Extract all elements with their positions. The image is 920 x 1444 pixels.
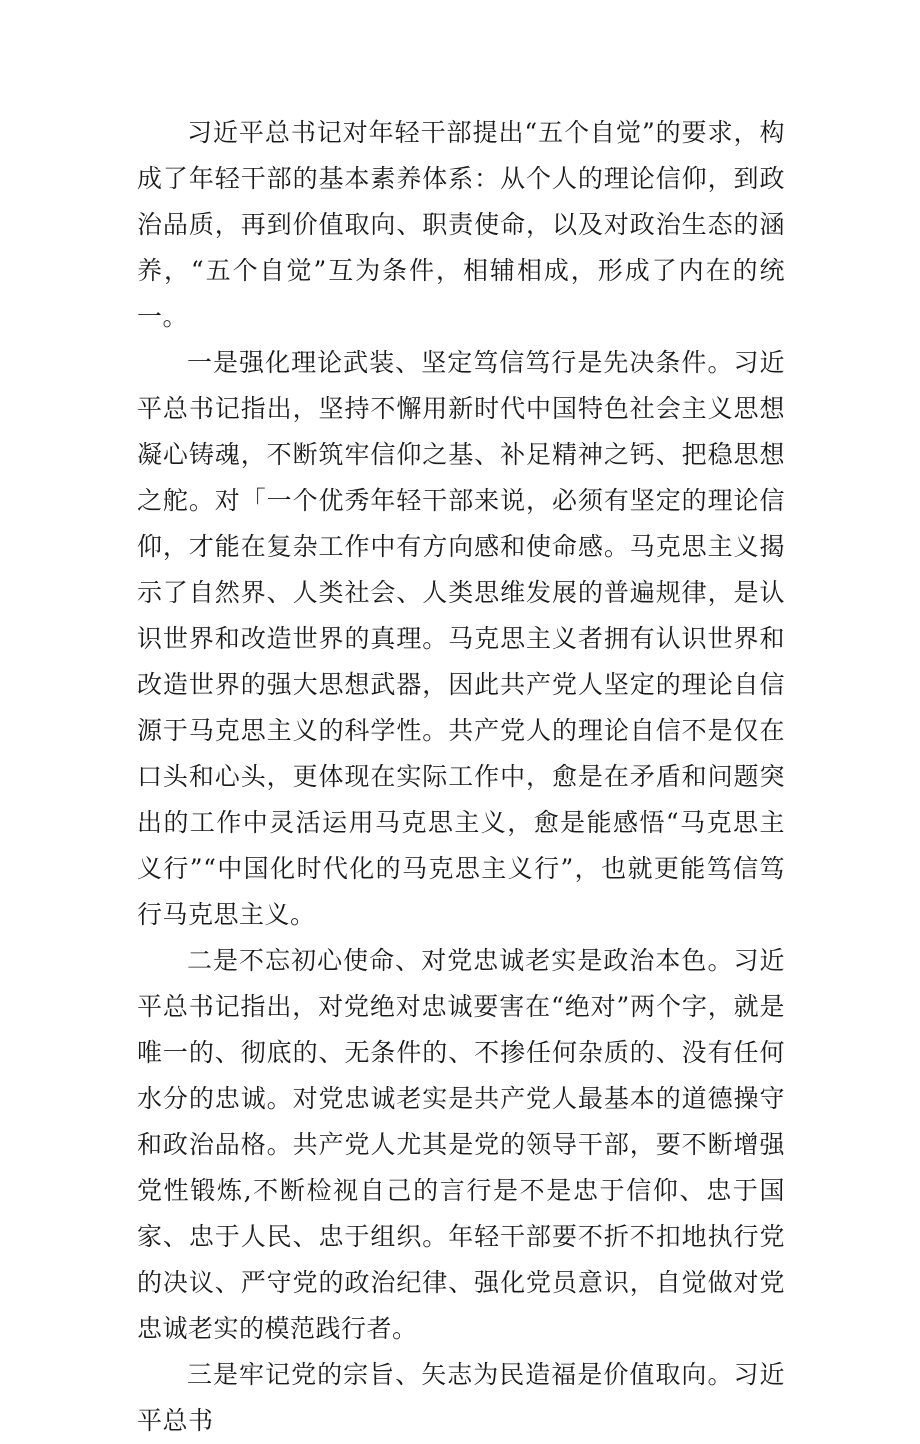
- paragraph-intro: 习近平总书记对年轻干部提出“五个自觉”的要求，构成了年轻干部的基本素养体系：从个人的理论信仰，到政治品质，再到价值取向、职责使命，以及对政治生态的涵养，“五个自觉”互为条件，相辅相成，形成了内在的统一。: [137, 118, 785, 331]
- paragraph-point-three: 三是牢记党的宗旨、矢志为民造福是价值取向。习近平总书: [137, 1360, 785, 1435]
- document-body: [137, 110, 785, 1444]
- paragraph-point-one: 一是强化理论武装、坚定笃信笃行是先决条件。习近平总书记指出，坚持不懈用新时代中国特色社会主义思想凝心铸魂，不断筑牢信仰之基、补足精神之钙、把稳思想之舵。对「一个优秀年轻干部来说，必须有坚定的理论信仰，才能在复杂工作中有方向感和使命感。马克思主义揭示了自然界、人类社会、人类思维发展的普遍规律，是认识世界和改造世界的真理。马克思主义者拥有认识世界和改造世界的强大思想武器，因此共产党人坚定的理论自信源于马克思主义的科学性。共产党人的理论自信不是仅在口头和心头，更体现在实际工作中，愈是在矛盾和问题突出的工作中灵活运用马克思主义，愈是能感悟“马克思主义行”“中国化时代化的马克思主义行”，也就更能笃信笃行马克思主义。: [137, 348, 785, 929]
- paragraph-point-two: 二是不忘初心使命、对党忠诚老实是政治本色。习近平总书记指出，对党绝对忠诚要害在“绝对”两个字，就是唯一的、彻底的、无条件的、不掺任何杂质的、没有任何水分的忠诚。对党忠诚老实是共产党人最基本的道德操守和政治品格。共产党人尤其是党的领导干部，要不断增强党性锻炼,不断检视自己的言行是不是忠于信仰、忠于国家、忠于人民、忠于组织。年轻干部要不折不扣地执行党的决议、严守党的政治纪律、强化党员意识，自觉做对党忠诚老实的模范践行者。: [137, 946, 785, 1343]
